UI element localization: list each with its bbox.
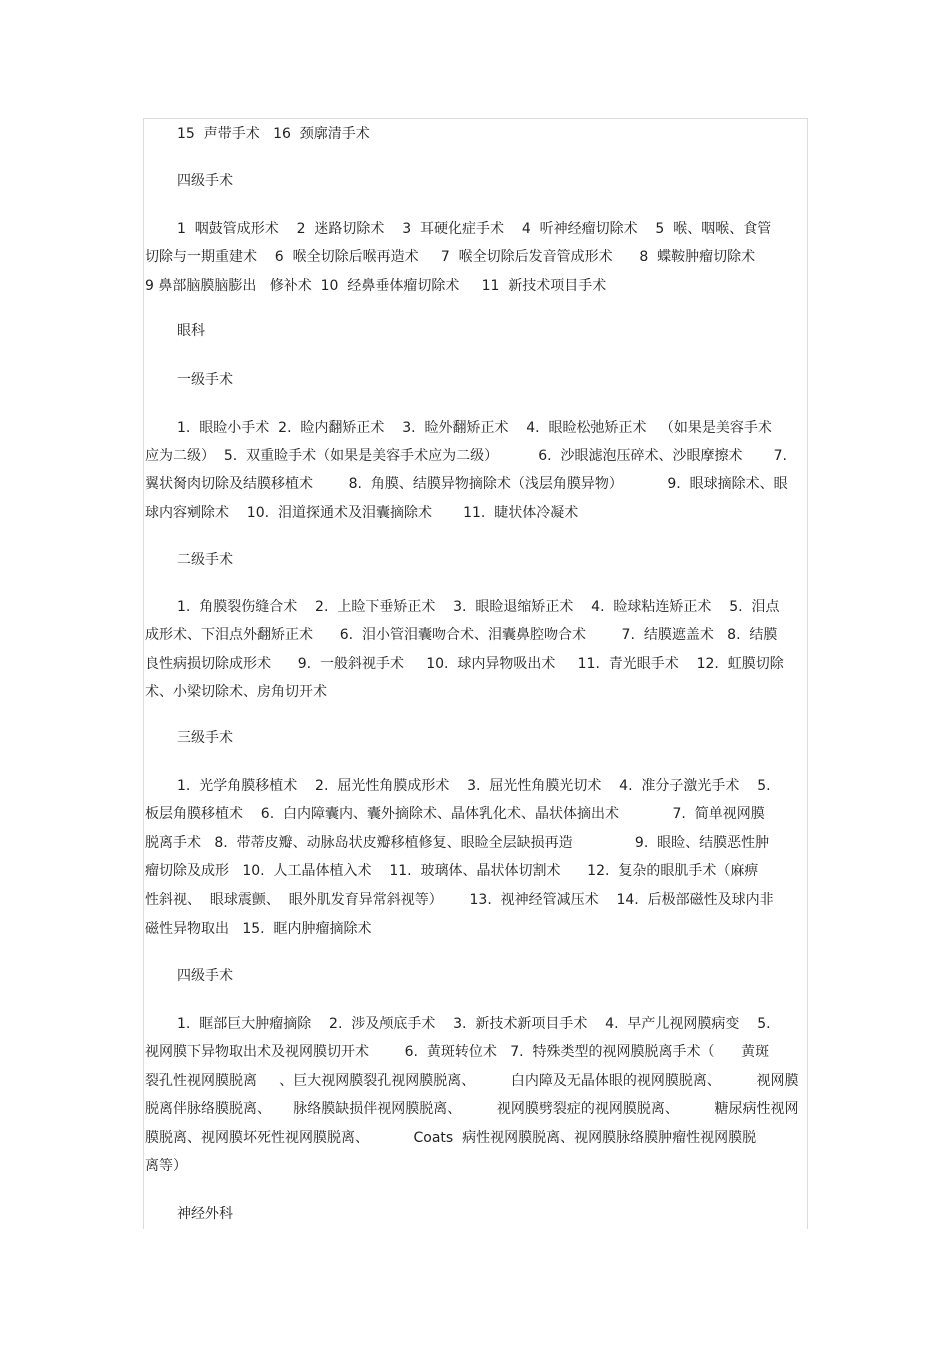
text-line: 球内容剜除术 10. 泪道探通术及泪囊摘除术 11. 睫状体冷凝术 [145, 505, 579, 521]
text-line: 成形术、下泪点外翻矫正术 6. 泪小管泪囊吻合术、泪囊鼻腔吻合术 7. 结膜遮盖术 8. 结膜 [145, 627, 778, 643]
text-line: 术、小梁切除术、房角切开术 [145, 684, 327, 700]
text-line: 15 声带手术 16 颈廓清手术 [177, 126, 370, 142]
section-heading-level1: 一级手术 [177, 372, 233, 388]
text-line: 瘤切除及成形 10. 人工晶体植入术 11. 玻璃体、晶状体切割术 12. 复杂的眼肌手术（麻痹 [145, 863, 759, 879]
section-heading-level2: 二级手术 [177, 552, 233, 568]
text-line: 1. 眶部巨大肿瘤摘除 2. 涉及颅底手术 3. 新技术新项目手术 4. 早产儿视网膜病变 5. [177, 1016, 771, 1032]
text-line: 1. 光学角膜移植术 2. 屈光性角膜成形术 3. 屈光性角膜光切术 4. 准分子激光手术 5. [177, 778, 771, 794]
section-heading-level4: 四级手术 [177, 968, 233, 984]
text-line: 膜脱离、视网膜坏死性视网膜脱离、 Coats 病性视网膜脱离、视网膜脉络膜肿瘤性视网膜脱 [145, 1130, 757, 1146]
text-line: 离等） [145, 1158, 187, 1174]
text-line: 1. 眼睑小手术 2. 睑内翻矫正术 3. 睑外翻矫正术 4. 眼睑松弛矫正术 （如果是美容手术 [177, 420, 772, 436]
section-heading-level4: 四级手术 [177, 173, 233, 189]
text-line: 性斜视、 眼球震颤、 眼外肌发育异常斜视等） 13. 视神经管减压术 14. 后极部磁性及球内非 [145, 892, 774, 908]
text-line: 脱离手术 8. 带蒂皮瓣、动脉岛状皮瓣移植修复、眼睑全层缺损再造 9. 眼睑、结膜恶性肿 [145, 835, 770, 851]
text-line: 良性病损切除成形术 9. 一般斜视手术 10. 球内异物吸出术 11. 青光眼手术 12. 虹膜切除 [145, 656, 784, 672]
text-line: 脱离伴脉络膜脱离、 脉络膜缺损伴视网膜脱离、 视网膜劈裂症的视网膜脱离、 糖尿病性视网 [145, 1101, 799, 1117]
department-title: 眼科 [177, 323, 205, 339]
text-line: 应为二级） 5. 双重睑手术（如果是美容手术应为二级） 6. 沙眼滤泡压碎术、沙眼摩擦术 7. [145, 448, 787, 464]
text-line: 1. 角膜裂伤缝合术 2. 上睑下垂矫正术 3. 眼睑退缩矫正术 4. 睑球粘连矫正术 5. 泪点 [177, 599, 780, 615]
text-line: 翼状胬肉切除及结膜移植术 8. 角膜、结膜异物摘除术（浅层角膜异物） 9. 眼球摘除术、眼 [145, 476, 788, 492]
text-line: 9 鼻部脑膜脑膨出 修补术 10 经鼻垂体瘤切除术 11 新技术项目手术 [145, 278, 607, 294]
section-heading-level3: 三级手术 [177, 730, 233, 746]
text-line: 裂孔性视网膜脱离 、巨大视网膜裂孔视网膜脱离、 白内障及无晶体眼的视网膜脱离、 视网膜 [145, 1073, 799, 1089]
text-line: 板层角膜移植术 6. 白内障囊内、囊外摘除术、晶体乳化术、晶状体摘出术 7. 简单视网膜 [145, 806, 765, 822]
text-line: 1 咽鼓管成形术 2 迷路切除术 3 耳硬化症手术 4 听神经瘤切除术 5 喉、咽喉、食管 [177, 221, 772, 237]
text-line: 切除与一期重建术 6 喉全切除后喉再造术 7 喉全切除后发音管成形术 8 蝶鞍肿瘤切除术 [145, 249, 756, 265]
text-line: 视网膜下异物取出术及视网膜切开术 6. 黄斑转位术 7. 特殊类型的视网膜脱离手术（ 黄斑 [145, 1044, 770, 1060]
department-title: 神经外科 [177, 1206, 233, 1222]
text-line: 磁性异物取出 15. 眶内肿瘤摘除术 [145, 921, 372, 937]
